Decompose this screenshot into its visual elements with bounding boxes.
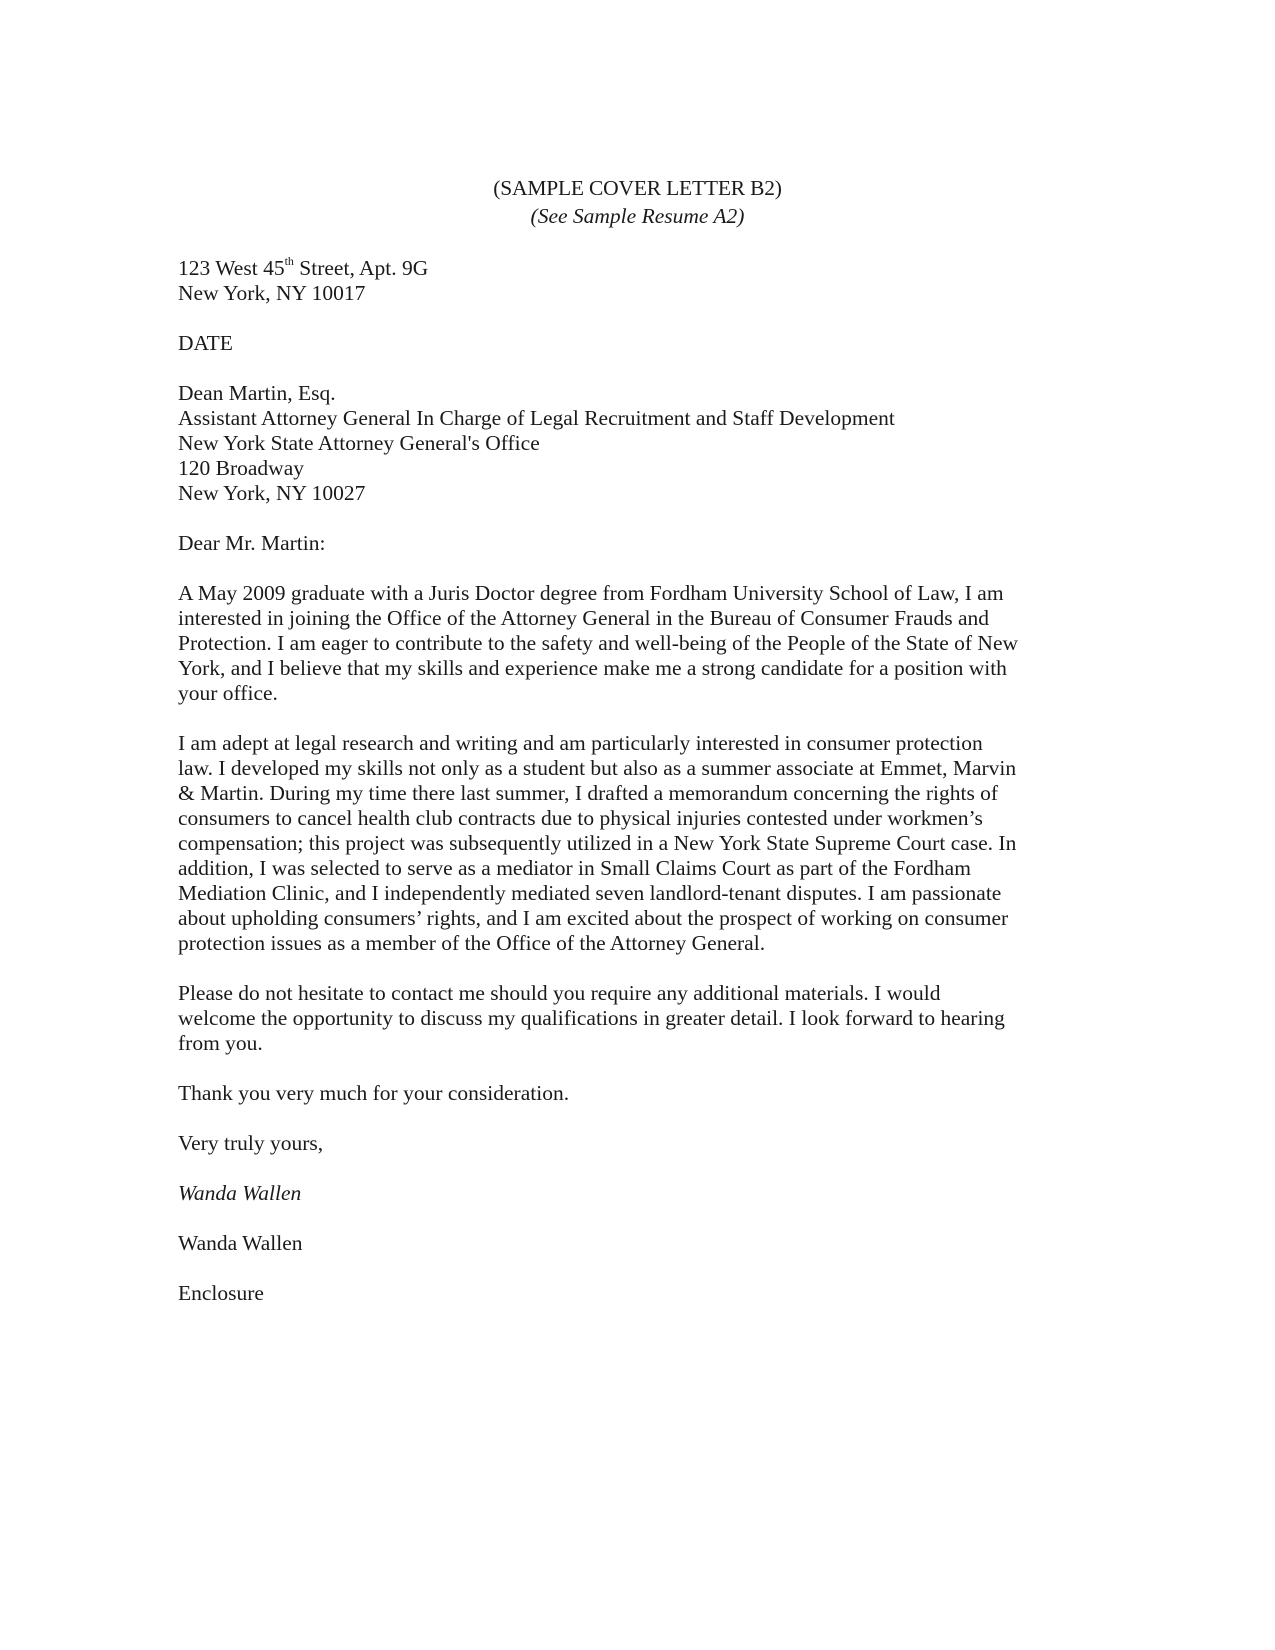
closing: Very truly yours, xyxy=(178,1131,324,1155)
salutation: Dear Mr. Martin: xyxy=(178,531,326,555)
recipient-title: Assistant Attorney General In Charge of Legal Recruitment and Staff Development xyxy=(178,406,895,430)
recipient-name: Dean Martin, Esq. xyxy=(178,381,336,405)
paragraph-4: Thank you very much for your consideration. xyxy=(178,1081,570,1105)
paragraph-1: A May 2009 graduate with a Juris Doctor degree from Fordham University School of Law, I am interested in joining the Office of the Attorney General in the Bureau of Consumer Frauds and Protection. I am eager to contribute to the safety and well-being of the People of the State of New York, and I believe that my skills and experience make me a strong candidate for a position with your office. xyxy=(178,581,1019,705)
letter-heading xyxy=(0,176,1275,229)
enclosure-note: Enclosure xyxy=(178,1281,264,1305)
paragraph-3: Please do not hesitate to contact me should you require any additional materials. I would welcome the opportunity to discuss my qualifications in greater detail. I look forward to hearing from you. xyxy=(178,981,1005,1055)
paragraph-2: I am adept at legal research and writing and am particularly interested in consumer protection law. I developed my skills not only as a student but also as a summer associate at Emmet, Marvin & Martin. During my time there last summer, I drafted a memorandum concerning the rights of consumers to cancel health club contracts due to physical injuries contested under workmen’s compensation; this project was subsequently utilized in a New York State Supreme Court case. In addition, I was selected to serve as a mediator in Small Claims Court as part of the Fordham Mediation Clinic, and I independently mediated seven landlord-tenant disputes. I am passionate about upholding consumers’ rights, and I am excited about the prospect of working on consumer protection issues as a member of the Office of the Attorney General. xyxy=(178,731,1017,955)
recipient-street: 120 Broadway xyxy=(178,456,304,480)
document-subtitle: (See Sample Resume A2) xyxy=(530,204,745,228)
sender-address xyxy=(178,253,1038,306)
signature: Wanda Wallen xyxy=(178,1181,302,1205)
sender-street: 123 West 45th Street, Apt. 9G xyxy=(178,253,429,280)
sender-city: New York, NY 10017 xyxy=(178,281,366,305)
recipient-city: New York, NY 10027 xyxy=(178,481,366,505)
printed-name: Wanda Wallen xyxy=(178,1231,303,1255)
letter-body xyxy=(178,253,1038,1331)
document-title: (SAMPLE COVER LETTER B2) xyxy=(493,176,782,200)
recipient-office: New York State Attorney General's Office xyxy=(178,431,540,455)
letter-date: DATE xyxy=(178,331,233,355)
recipient-address xyxy=(178,381,1038,506)
